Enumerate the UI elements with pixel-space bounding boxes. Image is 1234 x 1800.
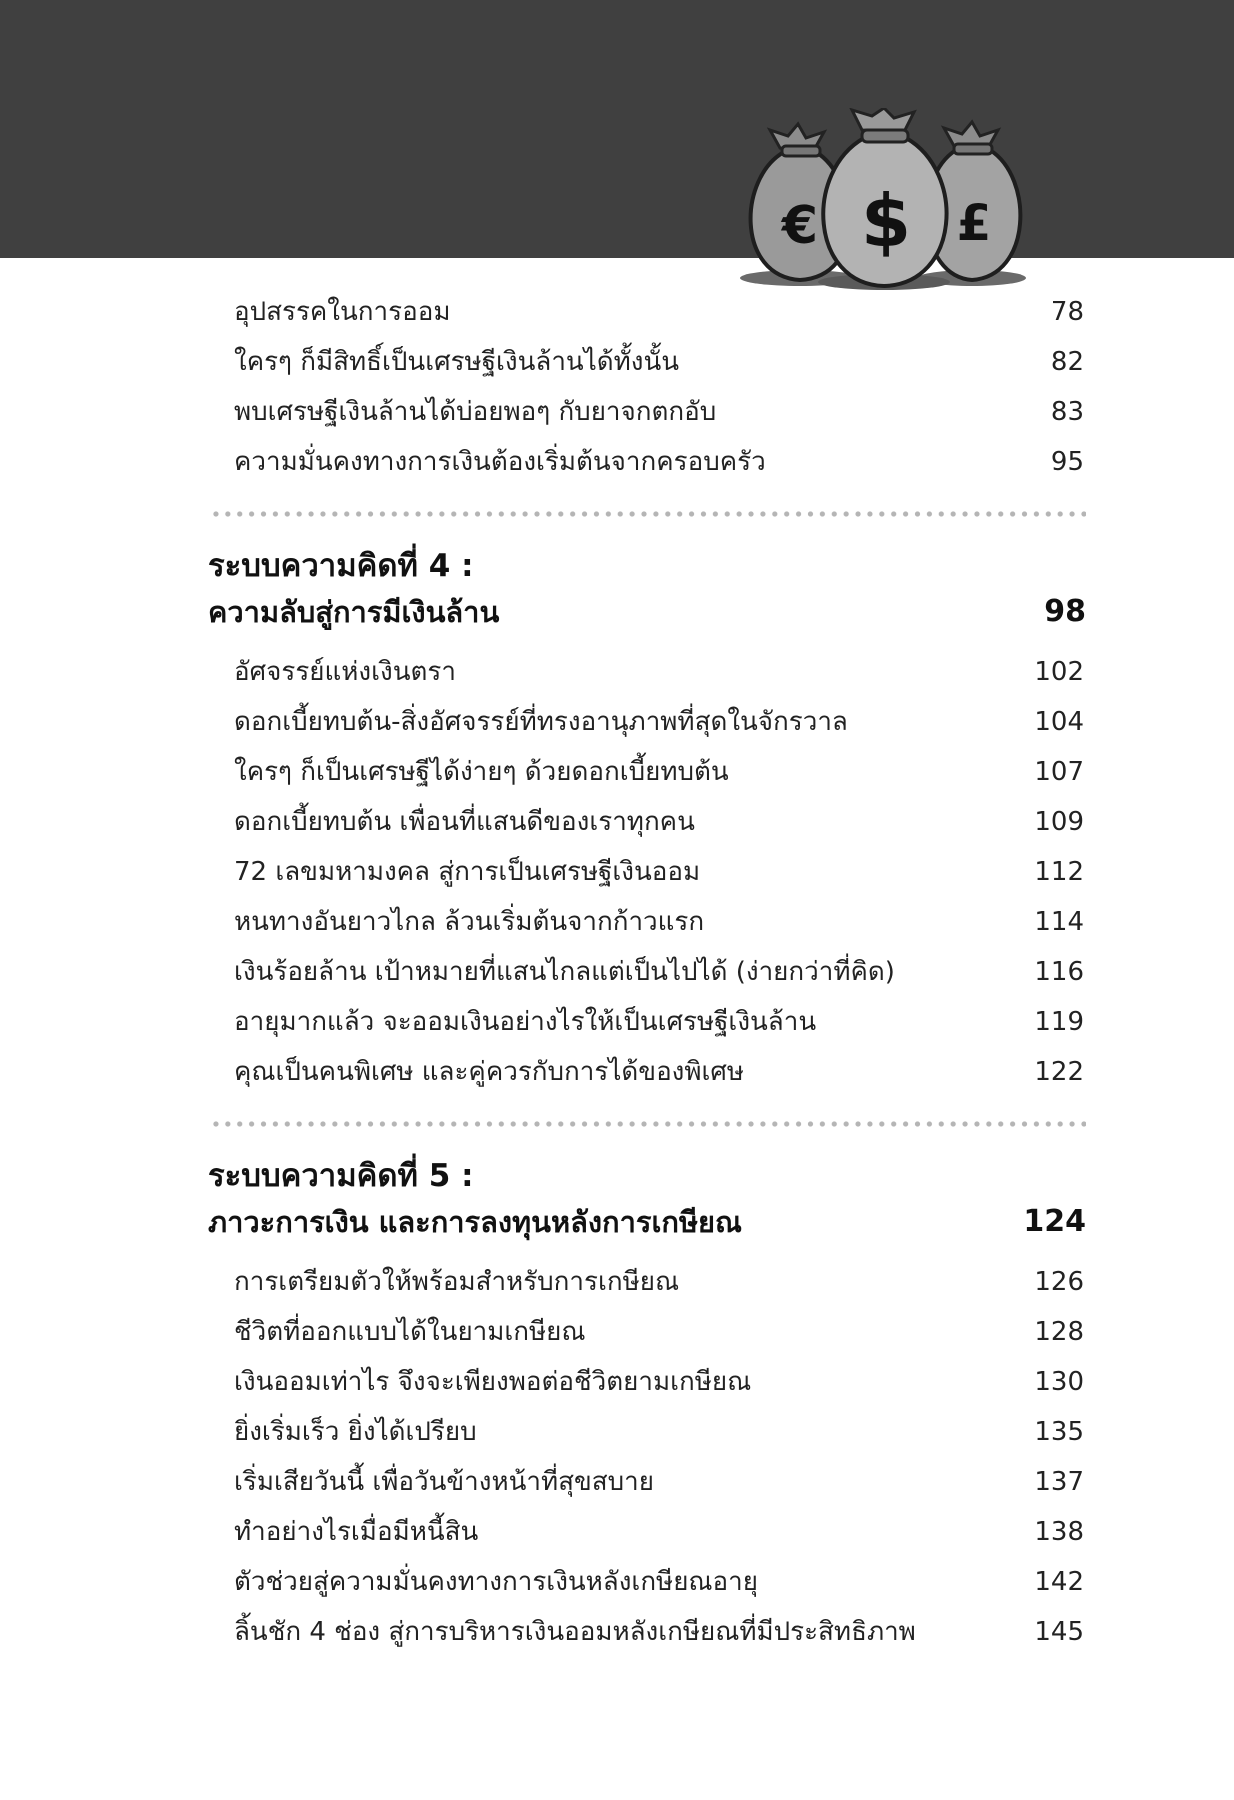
chapter-heading: ระบบความคิดที่ 4 : xyxy=(208,548,474,584)
entry-title: เงินออมเท่าไร จึงจะเพียงพอต่อชีวิตยามเกษียณ xyxy=(234,1367,752,1397)
entry-page: 95 xyxy=(1050,447,1084,477)
toc-entry[interactable] xyxy=(234,802,1084,842)
entry-page: 122 xyxy=(1034,1057,1084,1087)
entry-page: 114 xyxy=(1034,907,1084,937)
toc-entry[interactable] xyxy=(234,1052,1084,1092)
bag-symbol: £ xyxy=(956,194,992,252)
entry-page: 145 xyxy=(1034,1617,1084,1647)
entry-title: ทำอย่างไรเมื่อมีหนี้สิน xyxy=(234,1517,479,1547)
bag-symbol: € xyxy=(781,196,819,256)
toc-entry[interactable] xyxy=(234,292,1084,332)
header-band xyxy=(0,0,1234,258)
entry-title: ใครๆ ก็มีสิทธิ์เป็นเศรษฐีเงินล้านได้ทั้งนั้น xyxy=(234,347,680,377)
chapter-page: 124 xyxy=(1023,1204,1086,1239)
chapter-heading: ระบบความคิดที่ 5 : xyxy=(208,1158,474,1194)
entry-title: การเตรียมตัวให้พร้อมสำหรับการเกษียณ xyxy=(234,1267,680,1297)
entry-page: 83 xyxy=(1050,397,1084,427)
entry-page: 137 xyxy=(1034,1467,1084,1497)
toc-entry[interactable] xyxy=(234,752,1084,792)
money-bags-illustration xyxy=(728,108,1044,290)
entry-page: 135 xyxy=(1034,1417,1084,1447)
toc-entry[interactable] xyxy=(234,1462,1084,1502)
entry-page: 82 xyxy=(1050,347,1084,377)
toc-entry[interactable] xyxy=(234,1412,1084,1452)
entry-title: เริ่มเสียวันนี้ เพื่อวันข้างหน้าที่สุขสบาย xyxy=(234,1467,654,1497)
dollar-bag-icon xyxy=(818,108,950,290)
entry-page: 112 xyxy=(1034,857,1084,887)
entry-title: ยิ่งเริ่มเร็ว ยิ่งได้เปรียบ xyxy=(234,1417,477,1447)
dotted-divider xyxy=(210,1121,1086,1127)
toc-entry[interactable] xyxy=(234,902,1084,942)
entry-title: เงินร้อยล้าน เป้าหมายที่แสนไกลแต่เป็นไปได้ (ง่ายกว่าที่คิด) xyxy=(234,957,895,987)
entry-title: ดอกเบี้ยทบต้น-สิ่งอัศจรรย์ที่ทรงอานุภาพที่สุดในจักรวาล xyxy=(234,707,848,737)
entry-title: ลิ้นชัก 4 ช่อง สู่การบริหารเงินออมหลังเกษียณที่มีประสิทธิภาพ xyxy=(234,1617,916,1647)
chapter-title-row[interactable] xyxy=(208,1202,1086,1242)
toc-entry[interactable] xyxy=(234,1512,1084,1552)
entry-title: ความมั่นคงทางการเงินต้องเริ่มต้นจากครอบครัว xyxy=(234,447,766,477)
entry-page: 107 xyxy=(1034,757,1084,787)
entry-title: หนทางอันยาวไกล ล้วนเริ่มต้นจากก้าวแรก xyxy=(234,907,705,937)
entry-title: อัศจรรย์แห่งเงินตรา xyxy=(234,657,456,687)
entry-page: 128 xyxy=(1034,1317,1084,1347)
toc-entry[interactable] xyxy=(234,1612,1084,1652)
bag-symbol: $ xyxy=(860,179,912,263)
entry-page: 119 xyxy=(1034,1007,1084,1037)
entry-title: อุปสรรคในการออม xyxy=(234,297,451,327)
toc-entry[interactable] xyxy=(234,652,1084,692)
entry-page: 109 xyxy=(1034,807,1084,837)
entry-title: ตัวช่วยสู่ความมั่นคงทางการเงินหลังเกษียณอายุ xyxy=(234,1567,758,1597)
entry-title: 72 เลขมหามงคล สู่การเป็นเศรษฐีเงินออม xyxy=(234,857,701,887)
toc-entry[interactable] xyxy=(234,1562,1084,1602)
toc-entry[interactable] xyxy=(234,952,1084,992)
entry-title: อายุมากแล้ว จะออมเงินอย่างไรให้เป็นเศรษฐีเงินล้าน xyxy=(234,1007,817,1037)
toc-entry[interactable] xyxy=(234,1312,1084,1352)
entry-page: 102 xyxy=(1034,657,1084,687)
entry-page: 104 xyxy=(1034,707,1084,737)
entry-title: ดอกเบี้ยทบต้น เพื่อนที่แสนดีของเราทุกคน xyxy=(234,807,695,837)
entry-page: 116 xyxy=(1034,957,1084,987)
toc-entry[interactable] xyxy=(234,342,1084,382)
toc-entry[interactable] xyxy=(234,1262,1084,1302)
toc-entry[interactable] xyxy=(234,1002,1084,1042)
dotted-divider xyxy=(210,511,1086,517)
toc-entry[interactable] xyxy=(234,442,1084,482)
entry-page: 142 xyxy=(1034,1567,1084,1597)
toc-entry[interactable] xyxy=(234,392,1084,432)
entry-title: ชีวิตที่ออกแบบได้ในยามเกษียณ xyxy=(234,1317,586,1347)
toc-entry[interactable] xyxy=(234,852,1084,892)
entry-page: 138 xyxy=(1034,1517,1084,1547)
toc-entry[interactable] xyxy=(234,1362,1084,1402)
entry-title: คุณเป็นคนพิเศษ และคู่ควรกับการได้ของพิเศษ xyxy=(234,1057,745,1087)
toc-entry[interactable] xyxy=(234,702,1084,742)
entry-page: 130 xyxy=(1034,1367,1084,1397)
chapter-title: ภาวะการเงิน และการลงทุนหลังการเกษียณ xyxy=(208,1205,742,1239)
chapter-title: ความลับสู่การมีเงินล้าน xyxy=(208,595,500,629)
entry-title: พบเศรษฐีเงินล้านได้บ่อยพอๆ กับยาจกตกอับ xyxy=(234,397,717,427)
entry-page: 78 xyxy=(1050,297,1084,327)
entry-title: ใครๆ ก็เป็นเศรษฐีได้ง่ายๆ ด้วยดอกเบี้ยทบต้น xyxy=(234,757,729,787)
chapter-title-row[interactable] xyxy=(208,592,1086,632)
entry-page: 126 xyxy=(1034,1267,1084,1297)
chapter-page: 98 xyxy=(1044,594,1086,629)
